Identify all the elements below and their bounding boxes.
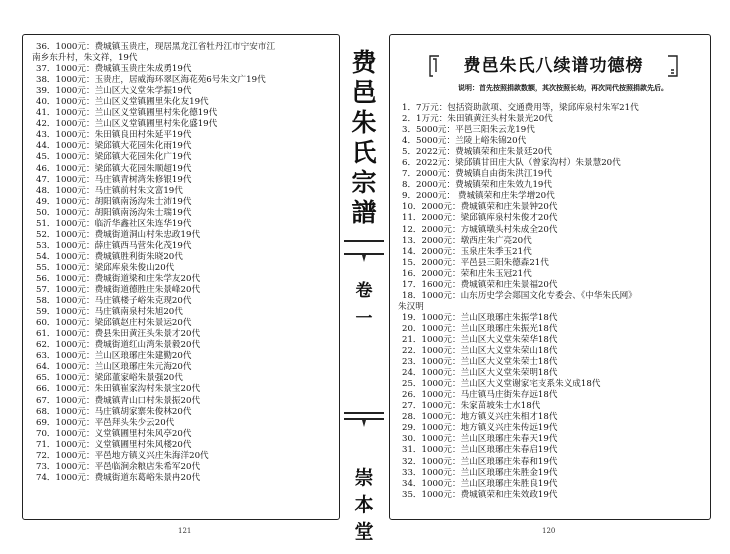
donor-entry-line: 57．1000元：费城街道德胜庄朱景峰20代 — [36, 285, 201, 296]
donor-entry-line: 6．2022元：梁邱镇甘田庄大队（曾家沟村）朱景慧20代 — [402, 158, 621, 169]
donor-entry-line: 10．2000元：费城镇荣和庄朱景钟20代 — [402, 202, 558, 213]
donor-entry-line: 8．2000元：费城镇荣和庄朱效九19代 — [402, 180, 552, 191]
donor-entry-line: 21．1000元：兰山区大义堂朱荣华18代 — [402, 334, 558, 345]
donor-entry-line: 70．1000元：义堂镇圃里村朱风亭20代 — [36, 428, 192, 439]
spine-hall-name — [340, 465, 388, 546]
donor-entry-line: 32．1000元：兰山区琅琊庄朱春和19代 — [402, 456, 558, 467]
donor-entry-line: 69．1000元：平邑拜头朱少云20代 — [36, 417, 175, 428]
donor-entry-line: 64．1000元：兰山区琅琊庄朱元海20代 — [36, 362, 192, 373]
spine-divider-mid — [344, 412, 384, 414]
donor-entry-line: 74．1000元：费城街道东葛峪朱景冉20代 — [36, 472, 201, 483]
donor-entry-line: 62．1000元：费城街道红山湾朱景毅20代 — [36, 340, 201, 351]
donor-entry-line: 45．1000元：梁邱镇大花园朱化广19代 — [36, 152, 192, 163]
donor-entry-line: 67．1000元：费城镇青山口村朱景振20代 — [36, 395, 201, 406]
ranking-note: 说明：首先按照捐款数额，其次按照长幼，再次同代按照捐款先后。 — [458, 84, 668, 92]
spine-char: 费 — [351, 48, 377, 77]
donor-entry-line: 41．1000元：兰山区义堂镇圃里村朱化德19代 — [36, 108, 218, 119]
donor-entry-line: 19．1000元：兰山区琅琊庄朱振学18代 — [402, 312, 558, 323]
donor-entry-line: 12．2000元：方城镇墩头村朱成全20代 — [402, 224, 558, 235]
spine-char: 本 — [354, 494, 374, 516]
left-page-number: 121 — [178, 527, 192, 535]
left-donor-list — [32, 42, 332, 484]
donor-entry-line: 34．1000元：兰山区琅琊庄朱胜良19代 — [402, 478, 558, 489]
spine-char: 邑 — [351, 78, 377, 107]
donor-entry-line: 3．5000元：平邑三阳朱云龙19代 — [402, 125, 535, 136]
donor-entry-line: 72．1000元：平邑地方镇义兴庄朱海洋20代 — [36, 450, 209, 461]
donor-entry-line: 47．1000元：马庄镇青树湾朱修银19代 — [36, 174, 192, 185]
donor-entry-line: 53．1000元：薛庄镇西马营朱化茂19代 — [36, 240, 192, 251]
donor-entry-line: 58．1000元：马庄镇楼子峪朱克现20代 — [36, 296, 192, 307]
donor-entry-line: 16．2000元：荣和庄朱玉冠21代 — [402, 268, 532, 279]
donor-entry-line: 2．1万元：朱田镇黄汪头村朱景光20代 — [402, 114, 553, 125]
donor-entry-line: 55．1000元：梁邱库泉朱俊山20代 — [36, 262, 175, 273]
donor-entry-line: 24．1000元：兰山区大义堂朱荣明18代 — [402, 368, 558, 379]
donor-entry-line: 56．1000元：费城街道梁和庄朱学友20代 — [36, 273, 201, 284]
spine-char: 朱 — [351, 108, 377, 137]
donor-entry-line: 18．1000元：山东历史学会郯国文化专委会、《中华朱氏网》 — [402, 290, 637, 301]
donor-entry-line: 73．1000元：平邑临涧余粮店朱希军20代 — [36, 461, 201, 472]
donor-entry-line: 23．1000元：兰山区大义堂朱荣士18代 — [402, 357, 558, 368]
donor-entry-line: 49．1000元：胡阳镇南汤沟朱士沛19代 — [36, 196, 192, 207]
donor-entry-line: 28．1000元：地方镇义兴庄朱相才18代 — [402, 412, 558, 423]
donor-entry-line: 48．1000元：马庄镇前村朱文富19代 — [36, 185, 183, 196]
spine-char: 卷 — [355, 281, 373, 301]
donor-entry-line: 南乡东升村，朱文祥，19代 — [32, 53, 138, 64]
donor-entry-line: 36．1000元：费城镇玉贵庄，现居黑龙江省牡丹江市宁安市江 — [36, 42, 276, 52]
donor-entry-line: 22．1000元：兰山区大义堂朱荣山18代 — [402, 346, 558, 357]
donor-entry-line: 朱汉明 — [398, 301, 424, 312]
donor-entry-line: 63．1000元：兰山区琅琊庄朱建勤20代 — [36, 351, 192, 362]
fish-tail-ornament-icon — [344, 253, 384, 261]
spine-title — [340, 48, 388, 228]
donor-entry-line: 61．1000元：费县朱田黄汪头朱景才20代 — [36, 329, 201, 340]
donor-entry-line: 44．1000元：梁邱镇大花园朱化雨19代 — [36, 141, 192, 152]
donor-entry-line: 65．1000元：梁邱董家峪朱景强20代 — [36, 373, 183, 384]
donor-entry-line: 51．1000元：临沂华鑫社区朱连华19代 — [36, 218, 192, 229]
donor-entry-line: 46．1000元：梁邱镇大花园朱顺超19代 — [36, 163, 192, 174]
book-spine — [340, 34, 388, 543]
donor-entry-line: 5．2022元：费城镇荣和庄朱景廷20代 — [402, 147, 552, 158]
donor-entry-line: 39．1000元：兰山区大义堂朱学振19代 — [36, 86, 192, 97]
donor-entry-line: 35．1000元：费城镇荣和庄朱效政19代 — [402, 489, 558, 500]
spine-char: 宗 — [351, 168, 377, 197]
donor-entry-line: 27．1000元：朱家苗坡朱士水18代 — [402, 401, 541, 412]
donor-entry-line: 15．2000元：平邑县三阳朱德森21代 — [402, 257, 549, 268]
donor-entry-line: 52．1000元：费城街道洞山村朱忠政19代 — [36, 229, 201, 240]
donor-entry-line: 33．1000元：兰山区琅琊庄朱胜金19代 — [402, 467, 558, 478]
donor-entry-line: 68．1000元：马庄镇胡家寨朱俊林20代 — [36, 406, 192, 417]
donor-entry-line: 59．1000元：马庄镇南泉村朱旭20代 — [36, 307, 183, 318]
donor-entry-line: 31．1000元：兰山区琅琊庄朱春启19代 — [402, 445, 558, 456]
donor-entry-line: 43．1000元：朱田镇良田村朱延平19代 — [36, 130, 192, 141]
right-page-number: 120 — [542, 527, 556, 535]
donor-entry-line: 14．2000元：玉泉庄朱季玉21代 — [402, 246, 532, 257]
donor-entry-line: 71．1000元：义堂镇圃里村朱风楼20代 — [36, 439, 192, 450]
donor-entry-line: 11．2000元：梁邱镇库泉村朱俊才20代 — [402, 213, 558, 224]
spine-char: 崇 — [354, 467, 374, 489]
donor-entry-line: 7．2000元：费城镇自由街朱洪江19代 — [402, 169, 552, 180]
spine-char: 譜 — [351, 198, 377, 227]
donor-entry-line: 40．1000元：兰山区义堂镇圃里朱化友19代 — [36, 97, 209, 108]
donor-entry-line: 17．1600元：费城镇荣和庄朱景福20代 — [402, 279, 558, 290]
right-bracket-icon — [666, 54, 680, 78]
donor-entry-line: 13．2000元：墩西庄朱广亮20代 — [402, 235, 532, 246]
spine-char: 氏 — [351, 138, 377, 167]
donor-entry-line: 42．1000元：兰山区义堂镇圃里村朱化盛19代 — [36, 119, 218, 130]
donor-entry-line: 29．1000元：地方镇义兴庄朱传远19代 — [402, 423, 558, 434]
donor-entry-line: 38．1000元：玉贵庄，居威海环翠区海花苑6号朱文广19代 — [36, 75, 266, 86]
donor-entry-line: 9．2000元： 费城镇荣和庄朱学增20代 — [402, 191, 555, 202]
fish-tail-ornament-icon — [344, 418, 384, 426]
heading-box — [427, 54, 680, 78]
donor-entry-line: 66．1000元：朱田镇崔家沟村朱景宝20代 — [36, 384, 201, 395]
donor-entry-line: 50．1000元：胡阳镇南汤沟朱士瑞19代 — [36, 207, 192, 218]
spine-divider-top — [344, 240, 384, 242]
donor-entry-line: 30．1000元：兰山区琅琊庄朱春天19代 — [402, 434, 558, 445]
donor-entry-line: 20．1000元：兰山区琅琊庄朱振光18代 — [402, 323, 558, 334]
spine-char: 一 — [355, 309, 373, 329]
donor-entry-line: 25．1000元：兰山区大义堂谢家宅支系朱义成18代 — [402, 379, 601, 390]
honor-roll-heading: 费邑朱氏八续谱功德榜 — [463, 56, 644, 76]
donor-entry-line: 4．5000元：兰陵上峪朱锦20代 — [402, 136, 527, 147]
right-donor-list — [398, 103, 704, 501]
donor-entry-line: 60．1000元：梁邱镇赵庄村朱景运20代 — [36, 318, 192, 329]
donor-entry-line: 54．1000元：费城镇胜利街朱晓20代 — [36, 251, 183, 262]
spine-char: 堂 — [354, 521, 374, 543]
donor-entry-line: 1．7万元：包括资助款项、交通费用等，梁邱库泉村朱军21代 — [402, 103, 639, 113]
donor-entry-line: 37．1000元：费城镇玉贵庄朱成勇19代 — [36, 64, 192, 75]
spine-volume — [340, 277, 388, 333]
donor-entry-line: 26．1000元：马庄镇马庄街朱存远18代 — [402, 390, 558, 401]
